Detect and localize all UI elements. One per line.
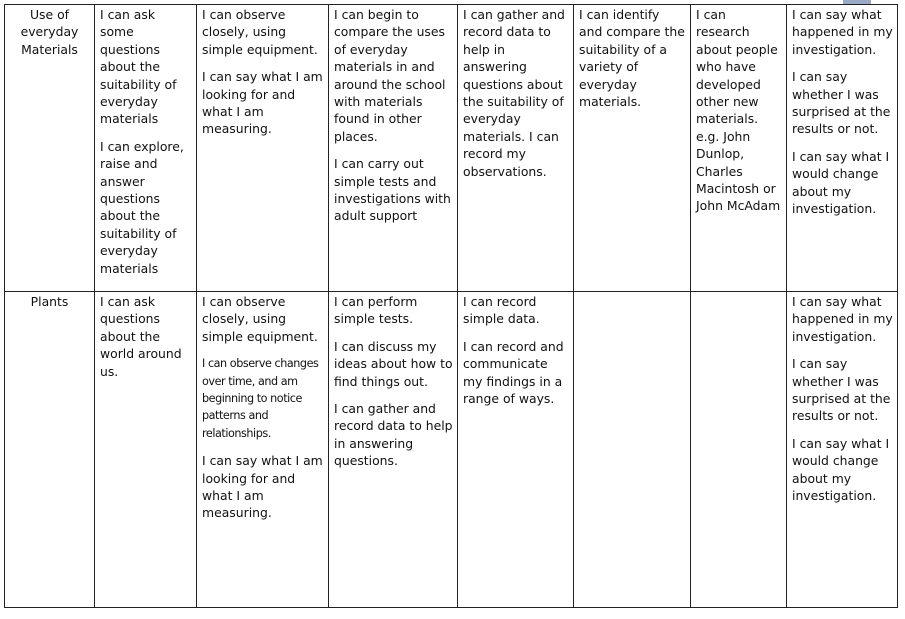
cell-text: I can ask some questions about the suitability of everyday materials [100, 7, 177, 127]
cell-text: I can say whether I was surprised at the results or not. [792, 356, 891, 424]
table-row [5, 292, 898, 608]
cell-text: I can perform simple tests. [334, 294, 418, 327]
skills-table [4, 4, 898, 608]
cell-text: I can say what I would change about my investigation. [792, 435, 890, 504]
cell-text: I can explore, raise and answer questions about the suitability of everyday materials [100, 138, 184, 276]
cell-text: I can record and communicate my findings in a range of ways. [463, 338, 564, 407]
table-cell [458, 5, 574, 292]
cell-text: I can say what happened in my investigation. [792, 7, 893, 57]
table-cell [197, 292, 329, 608]
cell-text: I can say what I am looking for and what I am measuring. [202, 453, 323, 521]
table-cell [329, 5, 458, 292]
table-cell [95, 5, 197, 292]
table-cell [787, 292, 898, 608]
table-row [5, 5, 898, 292]
cell-text: I can say whether I was surprised at the results or not. [792, 69, 891, 137]
table-cell [691, 5, 787, 292]
table-cell [95, 292, 197, 608]
cell-text: I can identify and compare the suitability of a variety of everyday materials. [579, 7, 685, 110]
cell-text: I can observe changes over time, and am beginning to notice patterns and relationships. [202, 357, 319, 440]
table-cell [458, 292, 574, 608]
empty-cell [691, 292, 787, 608]
row-label-cell [5, 5, 95, 292]
cell-text: I can say what I would change about my investigation. [792, 148, 890, 217]
cell-text: I can record simple data. [463, 294, 540, 327]
table-cell [197, 5, 329, 292]
cell-text: I can research about people who have developed other new materials. e.g. John Dunlop, Charles Macintosh or John McAdam [696, 7, 781, 214]
cell-text: I can observe closely, using simple equipment. [202, 294, 318, 344]
cell-text: I can say what happened in my investigation. [792, 294, 893, 344]
table-cell [787, 5, 898, 292]
row-label: Use of everyday Materials [20, 7, 79, 57]
cell-text: I can say what I am looking for and what I am measuring. [202, 69, 323, 137]
row-label: Plants [30, 294, 69, 309]
cell-text: I can carry out simple tests and investigations with adult support [334, 156, 451, 224]
cell-text: I can begin to compare the uses of everyday materials in and around the school with materials found in other places. [334, 7, 446, 144]
empty-cell [574, 292, 691, 608]
cell-text: I can observe closely, using simple equipment. [202, 7, 318, 57]
cell-text: I can gather and record data to help in answering questions. [334, 401, 453, 469]
row-label-cell [5, 292, 95, 608]
table-cell [574, 5, 691, 292]
cell-text: I can discuss my ideas about how to find things out. [334, 338, 453, 389]
table-cell [329, 292, 458, 608]
cell-text: I can gather and record data to help in answering questions about the suitability of everyday materials. I can record my observations. [463, 7, 565, 179]
cell-text: I can ask questions about the world around us. [100, 294, 182, 379]
